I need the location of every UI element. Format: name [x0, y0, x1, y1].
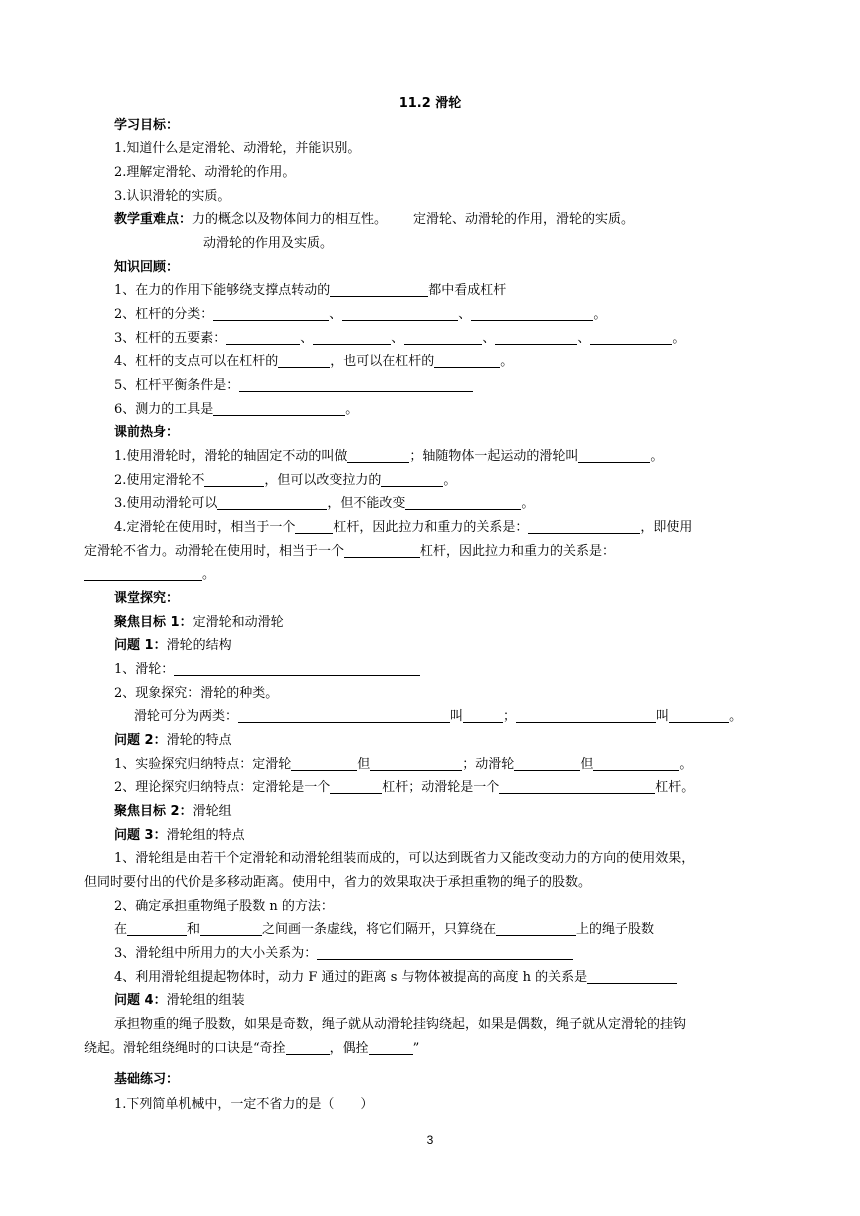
answer-blank[interactable]: [528, 519, 640, 534]
answer-blank[interactable]: [226, 330, 300, 345]
answer-blank[interactable]: [239, 377, 473, 392]
problem-2-question-2: 2、理论探究归纳特点：定滑轮是一个 杠杆；动滑轮是一个 杠杆。: [114, 780, 695, 795]
answer-blank[interactable]: [593, 756, 679, 771]
problem-3-text-1: 1、滑轮组是由若干个定滑轮和动滑轮组装而成的，可以达到既省力又能改变动力的方向的使用效果，: [114, 851, 695, 866]
objectives-heading: 学习目标：: [114, 118, 180, 133]
objective-item-2: 2.理解定滑轮、动滑轮的作用。: [114, 165, 296, 180]
review-question-3: 3、杠杆的五要素： 、 、 、 、 。: [114, 331, 686, 346]
problem-3-question-2: 2、确定承担重物绳子股数 n 的方法：: [114, 899, 334, 914]
review-question-2: 2、杠杆的分类： 、 、 。: [114, 307, 607, 322]
answer-blank[interactable]: [200, 921, 262, 936]
answer-blank[interactable]: [330, 779, 382, 794]
answer-blank[interactable]: [127, 921, 187, 936]
warmup-question-1: 1.使用滑轮时，滑轮的轴固定不动的叫做 ；轴随物体一起运动的滑轮叫 。: [114, 449, 664, 464]
answer-blank[interactable]: [578, 448, 650, 463]
warmup-heading: 课前热身：: [114, 425, 180, 440]
answer-blank[interactable]: [463, 708, 503, 723]
answer-blank[interactable]: [590, 330, 672, 345]
review-question-6: 6、测力的工具是 。: [114, 402, 359, 417]
focus-goal-1: 聚焦目标 1：定滑轮和动滑轮: [114, 615, 284, 630]
answer-blank[interactable]: [342, 306, 458, 321]
answer-blank[interactable]: [499, 779, 655, 794]
answer-blank[interactable]: [84, 566, 202, 581]
answer-blank[interactable]: [434, 353, 500, 368]
warmup-question-4-cont: 定滑轮不省力。动滑轮在使用时，相当于一个 杠杆，因此拉力和重力的关系是：: [84, 544, 616, 559]
problem-2: 问题 2：滑轮的特点: [114, 733, 232, 748]
review-heading: 知识回顾：: [114, 260, 180, 275]
key-points-text-1: 力的概念以及物体间力的相互性。: [192, 212, 388, 227]
answer-blank[interactable]: [496, 921, 576, 936]
problem-1-question-2-detail: 滑轮可分为两类： 叫 ； 叫 。: [134, 709, 743, 724]
practice-heading: 基础练习：: [114, 1072, 180, 1087]
explore-heading: 课堂探究：: [114, 591, 180, 606]
answer-blank[interactable]: [317, 945, 573, 960]
problem-2-question-1: 1、实验探究归纳特点：定滑轮 但 ；动滑轮 但 。: [114, 757, 693, 772]
answer-blank[interactable]: [369, 1040, 413, 1055]
key-points-label: 教学重难点：: [114, 212, 193, 227]
problem-4-text-2: 绕起。滑轮组绕绳时的口诀是“奇拴 ，偶拴 ”: [84, 1041, 420, 1056]
problem-3-question-3: 3、滑轮组中所用力的大小关系为：: [114, 945, 573, 963]
answer-blank[interactable]: [213, 306, 329, 321]
answer-blank[interactable]: [313, 330, 391, 345]
warmup-question-3: 3.使用动滑轮可以 ，但不能改变 。: [114, 496, 535, 511]
objective-item-1: 1.知道什么是定滑轮、动滑轮，并能识别。: [114, 141, 361, 156]
answer-blank[interactable]: [516, 708, 656, 723]
problem-1-question-2: 2、现象探究：滑轮的种类。: [114, 686, 279, 701]
answer-blank[interactable]: [174, 661, 420, 676]
answer-blank[interactable]: [291, 756, 357, 771]
problem-3-question-2-detail: 在 和 之间画一条虚线，将它们隔开，只算绕在 上的绳子股数: [114, 922, 655, 937]
focus-goal-2: 聚焦目标 2：滑轮组: [114, 804, 232, 819]
answer-blank[interactable]: [495, 330, 577, 345]
review-question-5: 5、杠杆平衡条件是：: [114, 377, 473, 395]
answer-blank[interactable]: [514, 756, 580, 771]
answer-blank[interactable]: [213, 401, 345, 416]
review-question-4: 4、杠杆的支点可以在杠杆的 ，也可以在杠杆的 。: [114, 354, 514, 369]
answer-blank[interactable]: [347, 448, 409, 463]
answer-blank[interactable]: [238, 708, 450, 723]
answer-blank[interactable]: [217, 495, 327, 510]
problem-3-text-1-cont: 但同时要付出的代价是多移动距离。使用中，省力的效果取决于承担重物的绳子的股数。: [84, 875, 592, 890]
key-points-line: [114, 211, 634, 229]
objective-item-3: 3.认识滑轮的实质。: [114, 189, 231, 204]
answer-blank[interactable]: [295, 519, 333, 534]
key-points-text-3: 动滑轮的作用及实质。: [203, 236, 334, 251]
warmup-question-4: 4.定滑轮在使用时，相当于一个 杠杆，因此拉力和重力的关系是： ，即使用: [114, 520, 693, 535]
key-points-text-2: 定滑轮、动滑轮的作用，滑轮的实质。: [413, 212, 635, 227]
answer-blank[interactable]: [669, 708, 729, 723]
answer-blank[interactable]: [471, 306, 593, 321]
answer-blank[interactable]: [405, 495, 521, 510]
problem-3: 问题 3：滑轮组的特点: [114, 828, 245, 843]
answer-blank[interactable]: [278, 353, 330, 368]
review-question-1: 1、在力的作用下能够绕支撑点转动的 都中看成杠杆: [114, 283, 507, 298]
problem-1: 问题 1：滑轮的结构: [114, 638, 232, 653]
problem-1-question-1: 1、滑轮：: [114, 661, 420, 679]
problem-4: 问题 4：滑轮组的组装: [114, 993, 245, 1008]
answer-blank[interactable]: [330, 282, 428, 297]
page-number: 3: [426, 1133, 434, 1147]
page-title: 11.2 滑轮: [398, 96, 462, 111]
answer-blank[interactable]: [587, 969, 677, 984]
problem-3-question-4: 4、利用滑轮组提起物体时，动力 F 通过的距离 s 与物体被提高的高度 h 的关系是: [114, 969, 677, 987]
warmup-question-2: 2.使用定滑轮不 ，但可以改变拉力的 。: [114, 473, 457, 488]
practice-question-1: 1.下列简单机械中，一定不省力的是（ ）: [114, 1097, 374, 1112]
problem-4-text-1: 承担物重的绳子股数，如果是奇数，绳子就从动滑轮挂钩绕起，如果是偶数，绳子就从定滑轮的挂钩: [114, 1017, 687, 1032]
answer-blank[interactable]: [381, 472, 443, 487]
answer-blank[interactable]: [286, 1040, 330, 1055]
answer-blank[interactable]: [344, 543, 420, 558]
answer-blank[interactable]: [370, 756, 462, 771]
warmup-question-4-end: 。: [84, 566, 215, 584]
answer-blank[interactable]: [404, 330, 482, 345]
answer-blank[interactable]: [204, 472, 264, 487]
